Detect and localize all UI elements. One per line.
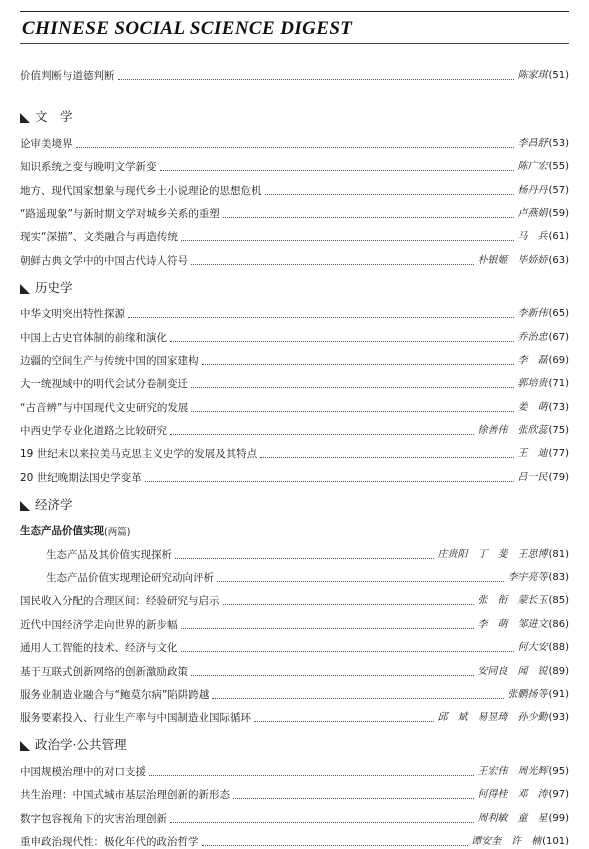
section-title: 历史学 [35,279,73,295]
article-title: 生态产品价值实现理论研究动向评析 [46,572,214,585]
dot-leader [223,217,515,218]
table-of-contents [20,60,569,849]
article-authors: 姜 萌 [517,401,548,413]
article-authors: 郭培贵 [517,378,548,390]
toc-entry[interactable] [20,562,569,585]
page-number: (91) [548,688,569,700]
dot-leader [145,481,515,482]
article-title: 知识系统之变与晚明文学新变 [20,161,157,174]
dot-leader [202,845,469,846]
toc-entry[interactable] [20,632,569,655]
page-number: (95) [548,765,569,777]
article-authors: 庄贵阳 丁 斐 王思博 [437,548,548,560]
page-number: (83) [548,572,569,584]
page-number: (65) [548,308,569,320]
section-gap [20,83,569,97]
article-title: 中国上古史官体制的前缘和演化 [20,331,167,344]
toc-entry[interactable] [20,198,569,221]
dot-leader [170,341,514,342]
article-title: 大一统视域中的明代会试分卷制变迁 [20,378,188,391]
dot-leader [217,581,504,582]
article-authors: 杨丹丹 [517,184,548,196]
article-title: 现实“深描”、文类融合与再造传统 [20,231,178,244]
page-number: (55) [548,161,569,173]
dot-leader [175,558,434,559]
page-number: (89) [548,665,569,677]
dot-leader [260,457,514,458]
page-number: (77) [548,448,569,460]
article-title: 近代中国经济学走向世界的新步幅 [20,618,178,631]
topic-title: 生态产品价值实现 [20,525,104,538]
dot-leader [202,364,515,365]
toc-entry[interactable] [20,608,569,631]
toc-entry[interactable] [20,655,569,678]
article-authors: 吕一民 [517,471,548,483]
article-title: 重申政治现代性：极化年代的政治哲学 [20,835,199,848]
article-title: 地方、现代国家想象与现代乡土小说理论的思想危机 [20,184,262,197]
page-number: (79) [548,471,569,483]
dot-leader [223,604,475,605]
section-title: 政治学·公共管理 [35,737,127,753]
page-number: (88) [548,642,569,654]
article-authors: 安同良 闻 锐 [477,665,548,677]
dot-leader [128,317,514,318]
article-title: 服务要素投入、行业生产率与中国制造业国际循环 [20,712,251,725]
article-title: 国民收入分配的合理区间：经验研究与启示 [20,595,220,608]
section-heading [20,268,569,298]
article-title: “古音辨”与中国现代文史研究的发展 [20,401,189,414]
article-title: 通用人工智能的技术、经济与文化 [20,642,178,655]
dot-leader [191,411,514,412]
article-authors: 何大安 [517,642,548,654]
page-number: (101) [542,835,569,847]
toc-entry[interactable] [20,151,569,174]
dot-leader [76,147,515,148]
toc-entry[interactable] [20,802,569,825]
article-authors: 李昌舒 [517,137,548,149]
page-number: (73) [548,401,569,413]
triangle-marker-icon [20,741,30,751]
section-heading [20,97,569,127]
toc-entry[interactable] [20,826,569,849]
article-authors: 陈家琪 [517,70,548,82]
article-title: “路遥现象”与新时期文学对城乡关系的重塑 [20,207,220,220]
article-title: 中华文明突出特性探源 [20,308,125,321]
page-number: (53) [548,137,569,149]
page-number: (59) [548,207,569,219]
dot-leader [181,240,515,241]
toc-entry[interactable] [20,345,569,368]
dot-leader [160,170,515,171]
article-authors: 马 兵 [517,231,548,243]
toc-entry[interactable] [20,461,569,484]
dot-leader [170,822,474,823]
triangle-marker-icon [20,113,30,123]
article-title: 19 世纪末以来拉美马克思主义史学的发展及其特点 [20,448,258,461]
article-authors: 张 衔 蒙长玉 [477,595,548,607]
dot-leader [191,675,474,676]
section-title: 文 学 [35,109,73,125]
dot-leader [191,264,474,265]
page-number: (61) [548,231,569,243]
article-title: 论审美境界 [20,137,73,150]
article-title: 边疆的空间生产与传统中国的国家建构 [20,354,199,367]
article-authors: 谭安奎 许 楠 [471,835,542,847]
article-authors: 李 磊 [517,354,548,366]
dot-leader [191,387,514,388]
dot-leader [170,434,474,435]
topic-subheading [20,515,569,538]
toc-entry[interactable] [20,127,569,150]
article-title: 价值判断与道德判断 [20,70,115,83]
page-number: (63) [548,254,569,266]
toc-entry[interactable] [20,679,569,702]
section-heading [20,725,569,755]
article-authors: 何得桂 邓 涛 [477,789,548,801]
article-authors: 王 迪 [517,448,548,460]
page-number: (51) [548,70,569,82]
section-heading [20,485,569,515]
toc-entry[interactable] [20,60,569,83]
dot-leader [181,651,515,652]
header-bottom-rule [20,43,569,44]
toc-entry[interactable] [20,298,569,321]
article-authors: 朴银姬 毕娇娇 [477,254,548,266]
article-title: 中西史学专业化道路之比较研究 [20,425,167,438]
article-authors: 邱 斌 易昱琦 孙少勤 [437,712,548,724]
triangle-marker-icon [20,501,30,511]
toc-entry[interactable] [20,755,569,778]
dot-leader [149,775,474,776]
article-title: 共生治理：中国式城市基层治理创新的新形态 [20,789,230,802]
article-authors: 卢燕娟 [517,207,548,219]
article-authors: 周利敏 童 星 [477,812,548,824]
page-number: (67) [548,331,569,343]
page-number: (99) [548,812,569,824]
article-title: 数字包容视角下的灾害治理创新 [20,812,167,825]
page-number: (85) [548,595,569,607]
page-number: (69) [548,354,569,366]
section-title: 经济学 [35,496,73,512]
toc-entry[interactable] [20,538,569,561]
article-authors: 王宏伟 周光辉 [477,765,548,777]
toc-entry[interactable] [20,779,569,802]
article-authors: 陈广宏 [517,161,548,173]
toc-entry[interactable] [20,321,569,344]
article-title: 服务业制造业融合与“鲍莫尔病”陷阱跨越 [20,688,210,701]
dot-leader [265,194,515,195]
dot-leader [181,628,475,629]
page-number: (97) [548,789,569,801]
dot-leader [254,721,434,722]
article-authors: 李宇亮等 [507,572,548,584]
toc-entry[interactable] [20,585,569,608]
article-title: 基于互联式创新网络的创新激励政策 [20,665,188,678]
page-number: (81) [548,548,569,560]
toc-entry[interactable] [20,221,569,244]
article-authors: 徐善伟 张欣蕊 [477,425,548,437]
article-title: 20 世纪晚期法国史学变革 [20,471,142,484]
article-title: 朝鲜古典文学中的中国古代诗人符号 [20,254,188,267]
page-number: (86) [548,618,569,630]
toc-entry[interactable] [20,438,569,461]
dot-leader [118,79,515,80]
dot-leader [212,698,504,699]
triangle-marker-icon [20,284,30,294]
page-number: (71) [548,378,569,390]
article-authors: 张鹏扬等 [507,688,548,700]
page-number: (75) [548,425,569,437]
article-title: 生态产品及其价值实现探析 [46,548,172,561]
journal-title: CHINESE SOCIAL SCIENCE DIGEST [22,18,353,39]
page-number: (93) [548,712,569,724]
header-top-rule [20,11,569,12]
toc-entry[interactable] [20,174,569,197]
article-authors: 李新伟 [517,308,548,320]
topic-note: (两篇) [104,527,131,539]
article-authors: 李 萌 邹进文 [477,618,548,630]
toc-entry[interactable] [20,702,569,725]
toc-entry[interactable] [20,415,569,438]
toc-entry[interactable] [20,368,569,391]
toc-entry[interactable] [20,244,569,267]
article-title: 中国规模治理中的对口支援 [20,765,146,778]
article-authors: 乔治忠 [517,331,548,343]
dot-leader [233,798,474,799]
page-number: (57) [548,184,569,196]
toc-entry[interactable] [20,391,569,414]
